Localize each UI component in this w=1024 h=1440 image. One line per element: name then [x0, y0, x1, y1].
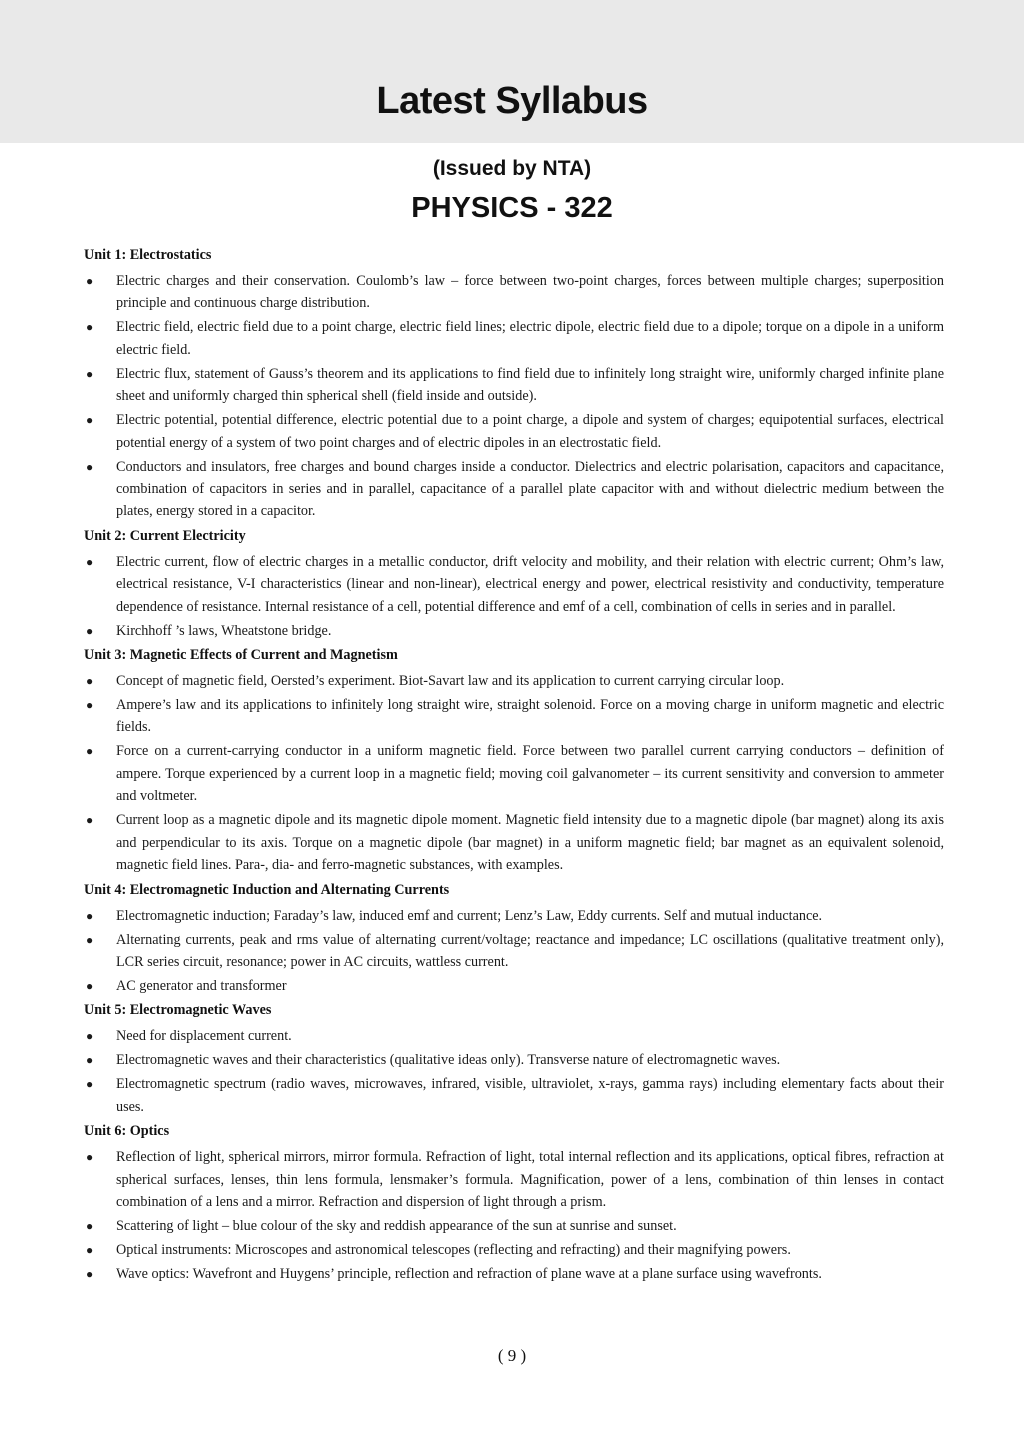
topic-text: Optical instruments: Microscopes and astronomical telescopes (reflecting and refracting) and their magnifying powers.	[116, 1241, 791, 1258]
bullet-icon: ●	[86, 744, 94, 759]
page-title: Latest Syllabus	[376, 80, 648, 122]
topic-item	[84, 456, 944, 523]
topic-text: Conductors and insulators, free charges and bound charges inside a conductor. Dielectrics and electric polarisation, capacitors and capacitance, combination of capacitors in series and in parallel, capacitance of a parallel plate capacitor with and without dielectric medium between the plates, energy stored in a capacitor.	[116, 458, 944, 520]
unit-topic-list	[84, 670, 944, 876]
topic-item	[84, 409, 944, 454]
unit-heading: Unit 4: Electromagnetic Induction and Alternating Currents	[84, 881, 450, 898]
bullet-icon: ●	[86, 813, 94, 828]
issued-by-subtitle: (Issued by NTA)	[432, 157, 592, 180]
topic-text: Need for displacement current.	[116, 1028, 292, 1045]
topic-item	[84, 1146, 944, 1213]
bullet-icon: ●	[86, 554, 94, 569]
topic-text: Concept of magnetic field, Oersted’s experiment. Biot-Savart law and its application to current carrying circular loop.	[116, 673, 785, 690]
bullet-icon: ●	[86, 932, 94, 947]
bullet-icon: ●	[86, 1266, 94, 1281]
topic-item	[84, 363, 944, 408]
unit-topic-list	[84, 270, 944, 523]
unit-heading: Unit 6: Optics	[84, 1123, 170, 1140]
topic-item	[84, 740, 944, 807]
topic-text: Alternating currents, peak and rms value of alternating current/voltage; reactance and impedance; LC oscillations (qualitative treatment only), LCR series circuit, resonance; power in AC circuits, wattless current.	[116, 931, 944, 970]
bullet-icon: ●	[86, 1077, 94, 1092]
bullet-icon: ●	[86, 274, 94, 288]
unit-heading: Unit 2: Current Electricity	[84, 527, 246, 544]
unit-heading: Unit 5: Electromagnetic Waves	[84, 1002, 272, 1019]
topic-text: AC generator and transformer	[116, 977, 287, 994]
bullet-icon: ●	[86, 1053, 94, 1068]
topic-text: Wave optics: Wavefront and Huygens’ principle, reflection and refraction of plane wave at a plane surface using wavefronts.	[116, 1265, 822, 1282]
unit-topic-list	[84, 1146, 944, 1285]
bullet-icon: ●	[86, 1029, 94, 1044]
topic-item	[84, 1025, 944, 1047]
bullet-icon: ●	[86, 413, 94, 428]
topic-item	[84, 975, 944, 997]
topic-text: Current loop as a magnetic dipole and its magnetic dipole moment. Magnetic field intensity due to a magnetic dipole (bar magnet) along its axis and perpendicular to its axis. Torque on a magnetic dipole (bar magnet) in a uniform magnetic field; bar magnet as an equivalent solenoid, magnetic field lines. Para-, dia- and ferro-magnetic substances, with examples.	[116, 812, 944, 874]
topic-item	[84, 1239, 944, 1261]
bullet-icon: ●	[86, 459, 94, 474]
topic-text: Electric current, flow of electric charges in a metallic conductor, drift velocity and mobility, and their relation with electric current; Ohm’s law, electrical resistance, V-I characteristics (linear and non-linear), electrical energy and power, electrical resistivity and conductivity, temperature dependence of resistance. Internal resistance of a cell, potential difference and emf of a cell, combination of cells in series and in parallel.	[116, 553, 944, 615]
topic-item	[84, 929, 944, 974]
topic-text: Ampere’s law and its applications to infinitely long straight wire, straight solenoid. Force on a moving charge in uniform magnetic and electric fields.	[116, 697, 944, 736]
syllabus-content	[84, 244, 944, 1287]
topic-item	[84, 1049, 944, 1071]
topic-text: Reflection of light, spherical mirrors, mirror formula. Refraction of light, total internal reflection and its applications, optical fibres, refraction at spherical surfaces, lenses, thin lens formula, lensmaker’s formula. Magnification, power of a lens, combination of thin lenses in contact combination of a lens and a mirror. Refraction and dispersion of light through a prism.	[116, 1149, 944, 1210]
subject-title: PHYSICS - 322	[411, 192, 613, 224]
topic-item	[84, 270, 944, 315]
bullet-icon: ●	[86, 366, 94, 381]
topic-item	[84, 620, 944, 642]
topic-text: Force on a current-carrying conductor in a uniform magnetic field. Force between two parallel current carrying conductors – definition of ampere. Torque experienced by a current loop in a magnetic field; moving coil galvanometer – its current sensitivity and conversion to ammeter and voltmeter.	[116, 743, 944, 805]
bullet-icon: ●	[86, 623, 94, 638]
bullet-icon: ●	[86, 1218, 94, 1233]
topic-text: Electric charges and their conservation. Coulomb’s law – force between two-point charges, forces between multiple charges; superposition principle and continuous charge distribution.	[116, 273, 944, 312]
topic-item	[84, 670, 944, 692]
unit-topic-list	[84, 905, 944, 998]
bullet-icon: ●	[86, 1242, 94, 1257]
bullet-icon: ●	[86, 978, 94, 993]
topic-text: Electric field, electric field due to a point charge, electric field lines; electric dipole, electric field due to a dipole; torque on a dipole in a uniform electric field.	[116, 319, 944, 358]
topic-text: Scattering of light – blue colour of the sky and reddish appearance of the sun at sunrise and sunset.	[116, 1217, 677, 1234]
topic-item	[84, 1073, 944, 1118]
topic-text: Electric potential, potential difference, electric potential due to a point charge, a dipole and system of charges; equipotential surfaces, electrical potential energy of a system of two point charges and of electric dipoles in an electrostatic field.	[116, 412, 944, 451]
unit-heading: Unit 1: Electrostatics	[84, 247, 212, 263]
topic-item	[84, 809, 944, 876]
topic-text: Electromagnetic induction; Faraday’s law, induced emf and current; Lenz’s Law, Eddy currents. Self and mutual inductance.	[116, 907, 823, 924]
topic-item	[84, 1263, 944, 1285]
topic-text: Kirchhoff ’s laws, Wheatstone bridge.	[116, 622, 332, 639]
page-number: ( 9 )	[497, 1346, 527, 1365]
bullet-icon: ●	[86, 674, 94, 689]
bullet-icon: ●	[86, 320, 94, 335]
topic-item	[84, 551, 944, 618]
topic-text: Electromagnetic spectrum (radio waves, microwaves, infrared, visible, ultraviolet, x-rays, gamma rays) including elementary facts about their uses.	[116, 1076, 944, 1115]
unit-topic-list	[84, 1025, 944, 1118]
topic-item	[84, 316, 944, 361]
topic-item	[84, 1215, 944, 1237]
topic-text: Electromagnetic waves and their characteristics (qualitative ideas only). Transverse nature of electromagnetic waves.	[116, 1052, 781, 1069]
topic-item	[84, 694, 944, 739]
bullet-icon: ●	[86, 908, 94, 923]
unit-topic-list	[84, 551, 944, 642]
bullet-icon: ●	[86, 698, 94, 713]
bullet-icon: ●	[86, 1150, 94, 1165]
topic-item	[84, 905, 944, 927]
topic-text: Electric flux, statement of Gauss’s theorem and its applications to find field due to infinitely long straight wire, uniformly charged infinite plane sheet and uniformly charged thin spherical shell (field inside and outside).	[116, 365, 944, 405]
unit-heading: Unit 3: Magnetic Effects of Current and Magnetism	[84, 647, 398, 664]
